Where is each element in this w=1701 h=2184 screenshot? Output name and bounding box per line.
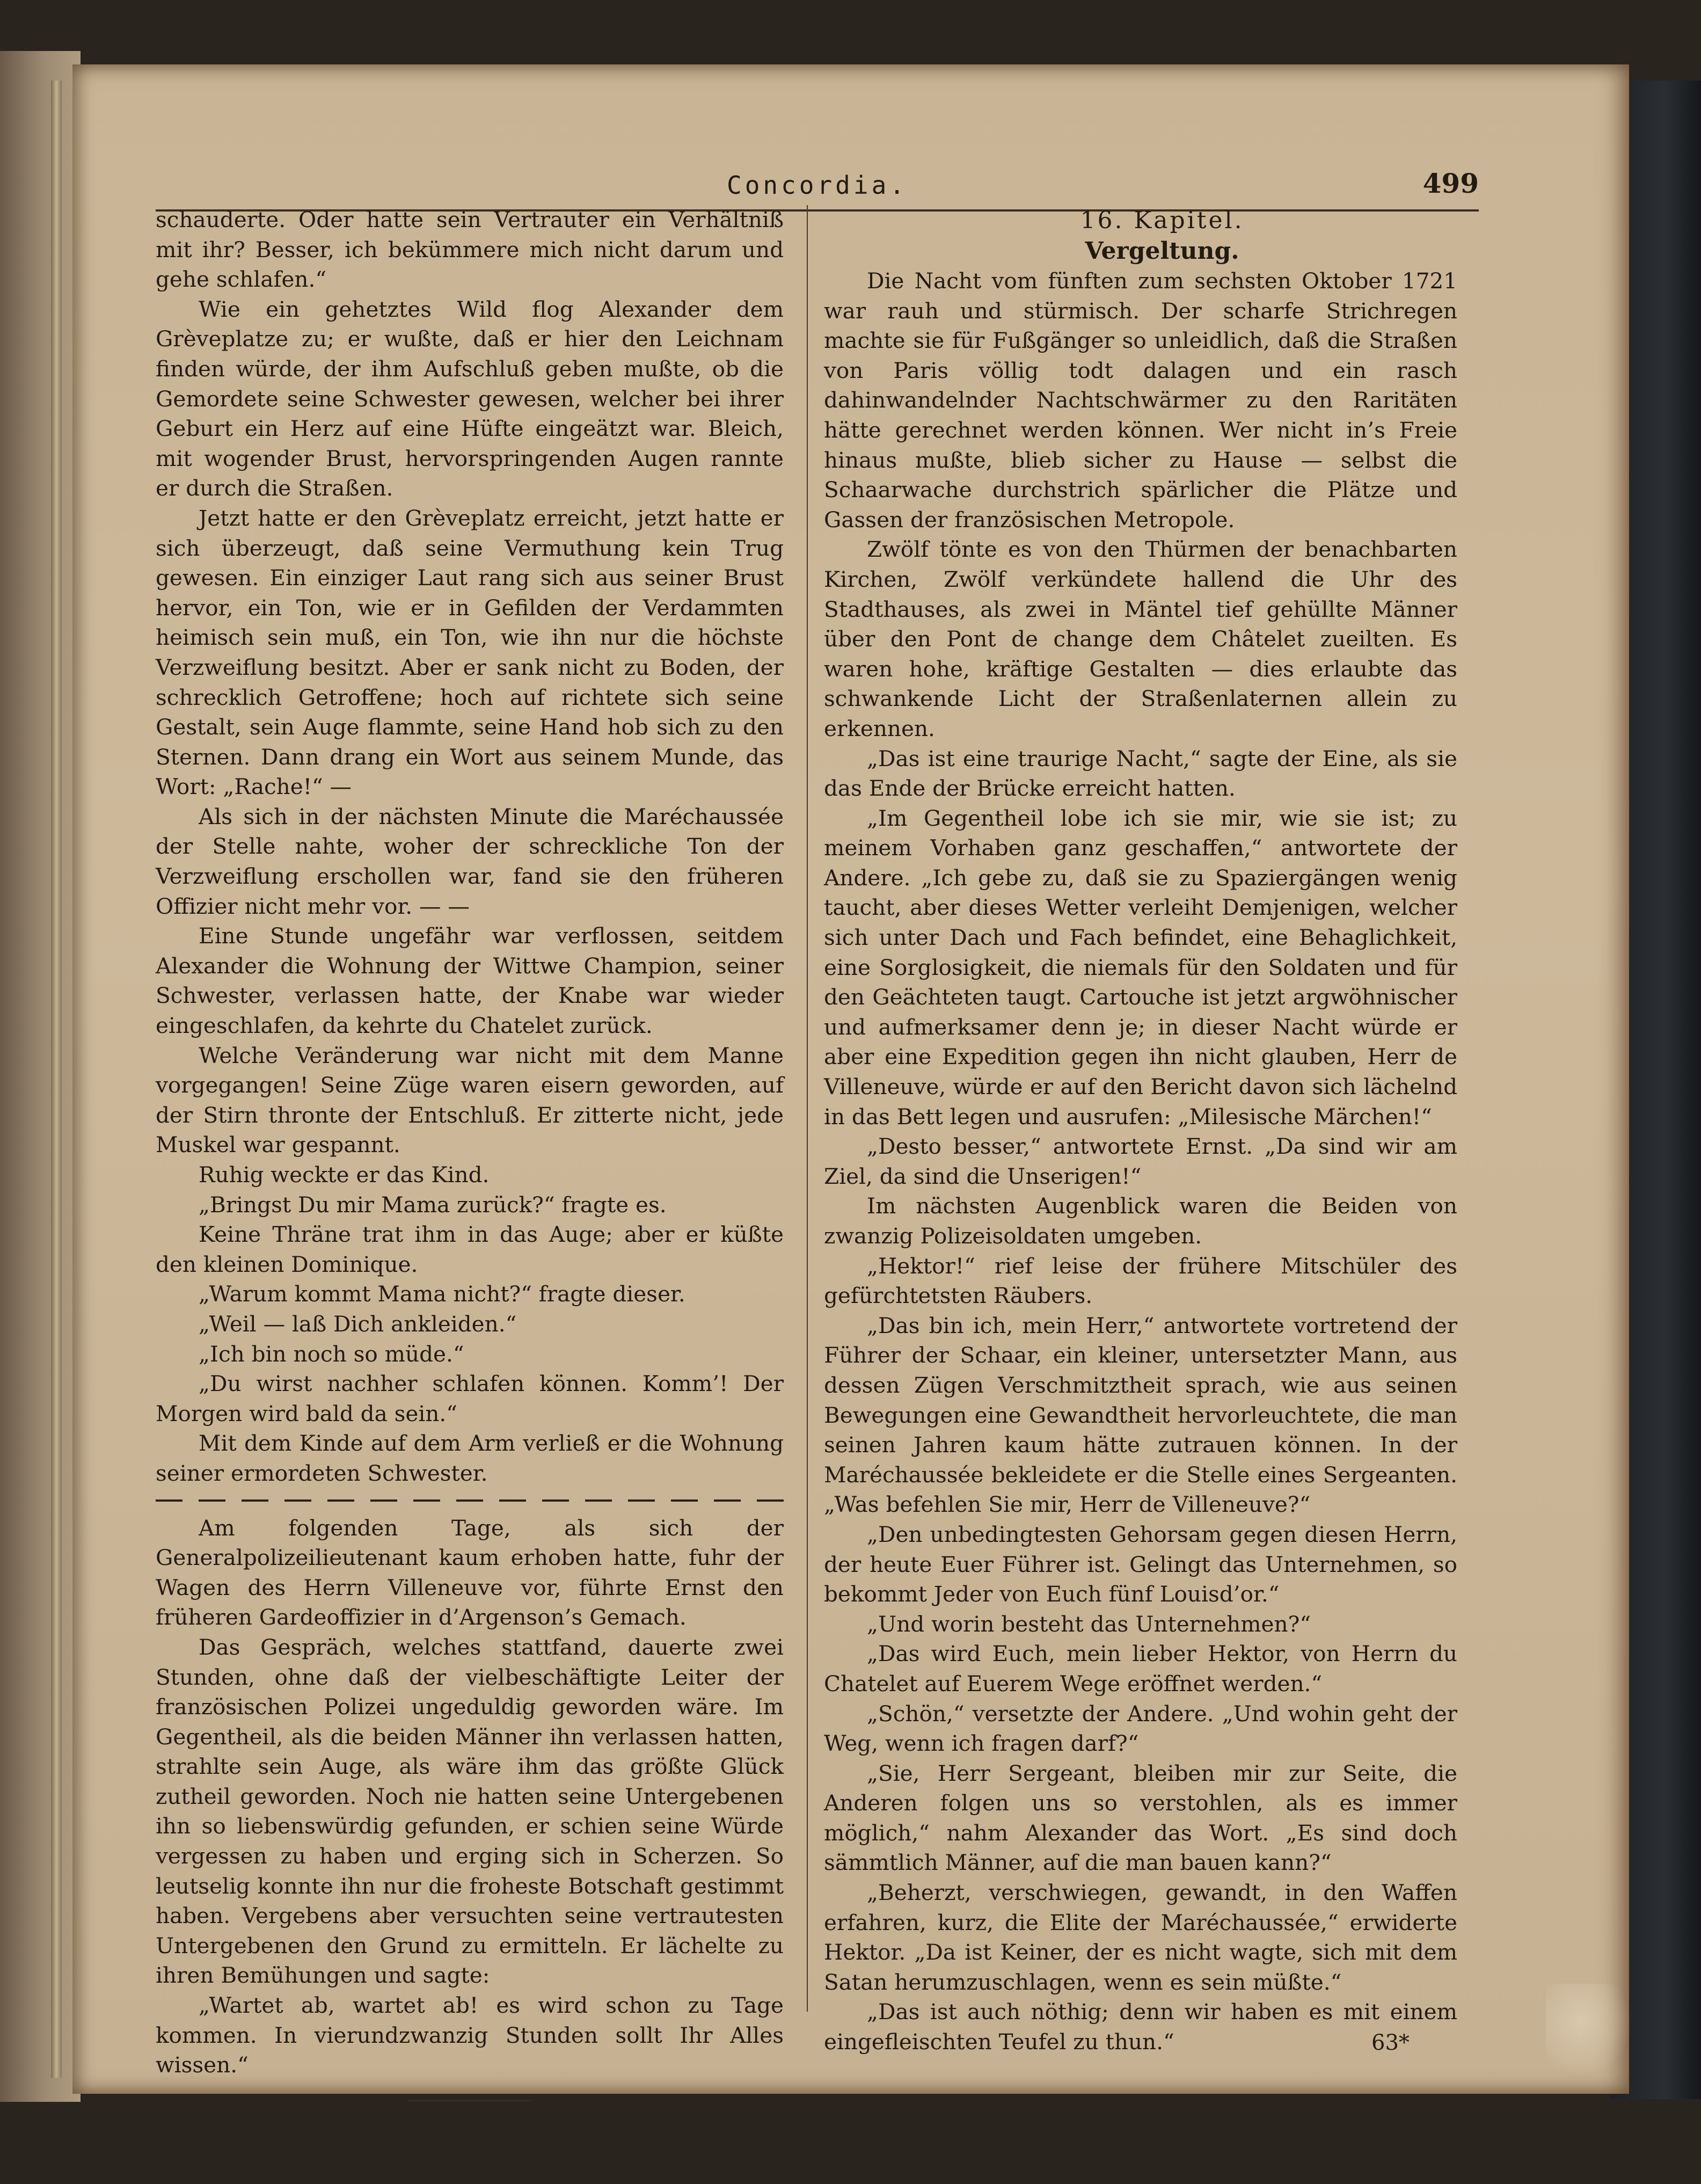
paragraph: „Das ist eine traurige Nacht,“ sagte der Eine, als sie das Ende der Brücke erreicht hatten. <box>824 745 1457 802</box>
paragraph: „Sie, Herr Sergeant, bleiben mir zur Seite, die Anderen folgen uns so verstohlen, als es immer möglich,“ nahm Alexander das Wort. „Es sind doch sämmtlich Männer, auf die man bauen kann?“ <box>824 1760 1457 1876</box>
paragraph: „Das bin ich, mein Herr,“ antwortete vortretend der Führer der Schaar, ein kleiner, untersetzter Mann, aus dessen Zügen Verschmitztheit sprach, wie aus seinen Bewegungen eine Gewandtheit hervorleuchtete, die man seinen Jahren kaum hätte zutrauen können. In der Maréchaussée bekleidete er die Stelle eines Sergeanten. „Was befehlen Sie mir, Herr de Villeneuve?“ <box>824 1312 1457 1518</box>
paragraph: „Das ist auch nöthig; denn wir haben es mit einem eingefleischten Teufel zu thun.“ <box>824 1999 1457 2055</box>
paragraph: Die Nacht vom fünften zum sechsten Oktober 1721 war rauh und stürmisch. Der scharfe Strichregen machte sie für Fußgänger so unleidlich, daß die Straßen von Paris völlig todt dalagen und ein rasch dahinwandelnder Nachtschwärmer zu den Raritäten hätte gerechnet werden können. Wer nicht in’s Freie hinaus mußte, blieb sicher zu Hause — selbst die Schaarwache durchstrich spärlicher die Plätze und Gassen der französischen Metropole. <box>824 268 1457 533</box>
page-number: 499 <box>1422 168 1479 199</box>
left-page-fold <box>51 81 62 2078</box>
paragraph: „Du wirst nachher schlafen können. Komm’! Der Morgen wird bald da sein.“ <box>156 1371 784 1426</box>
paragraph: „Warum kommt Mama nicht?“ fragte dieser. <box>199 1281 685 1307</box>
paragraph: „Schön,“ versetzte der Andere. „Und wohin geht der Weg, wenn ich fragen darf?“ <box>824 1700 1457 1757</box>
paragraph: schauderte. Oder hatte sein Vertrauter ein Verhältniß mit ihr? Besser, ich bekümmere mich nicht darum und gehe schlafen.“ <box>156 207 784 293</box>
paragraph: „Ich bin noch so müde.“ <box>199 1341 464 1367</box>
journal-title: Concordia. <box>727 171 908 200</box>
signature-mark: 63* <box>1371 2030 1410 2055</box>
paragraph: Das Gespräch, welches stattfand, dauerte zwei Stunden, ohne daß der vielbeschäftigte Leiter der französischen Polizei ungeduldig geworden wäre. Im Gegentheil, als die beiden Männer ihn verlassen hatten, strahlte sein Auge, als wäre ihm das größte Glück zutheil geworden. Noch nie hatten seine Untergebenen ihn so liebenswürdig gefunden, er schien seine Würde vergessen zu haben und erging sich in Scherzen. So leutselig konnte ihn nur die froheste Botschaft gestimmt haben. Vergebens aber versuchten seine vertrautesten Untergebenen den Grund zu ermitteln. Er lächelte zu ihren Bemühungen und sagte: <box>156 1634 784 1989</box>
paragraph: Mit dem Kinde auf dem Arm verließ er die Wohnung seiner ermordeten Schwester. <box>156 1430 784 1486</box>
paragraph: Im nächsten Augenblick waren die Beiden von zwanzig Polizeisoldaten umgeben. <box>824 1193 1457 1249</box>
paragraph: „Hektor!“ rief leise der frühere Mitschüler des gefürchtetsten Räubers. <box>824 1253 1457 1309</box>
paragraph: „Und worin besteht das Unternehmen?“ <box>867 1611 1311 1637</box>
paragraph: „Wartet ab, wartet ab! es wird schon zu Tage kommen. In vierundzwanzig Stunden sollt Ihr Alles wissen.“ <box>156 1992 784 2078</box>
column-divider <box>807 205 808 2012</box>
paragraph: „Das wird Euch, mein lieber Hektor, von Herrn du Chatelet auf Euerem Wege eröffnet werden.“ <box>824 1641 1457 1697</box>
paragraph: Wie ein gehetztes Wild flog Alexander dem Grèveplatze zu; er wußte, daß er hier den Leichnam finden würde, der ihm Aufschluß geben mußte, ob die Gemordete seine Schwester gewesen, welcher bei ihrer Geburt ein Herz auf eine Hüfte eingeätzt war. Bleich, mit wogender Brust, hervorspringenden Augen rannte er durch die Straßen. <box>156 296 784 501</box>
left-page-edge <box>0 51 81 2102</box>
paper-stain <box>1546 1984 1632 2078</box>
paragraph: Als sich in der nächsten Minute die Maréchaussée der Stelle nahte, woher der schreckliche Ton der Verzweiflung erschollen war, fand sie den früheren Offizier nicht mehr vor. — — <box>156 803 784 919</box>
paragraph: Jetzt hatte er den Grèveplatz erreicht, jetzt hatte er sich überzeugt, daß seine Vermuthung kein Trug gewesen. Ein einziger Laut rang sich aus seiner Brust hervor, ein Ton, wie er in Gefilden der Verdammten heimisch sein muß, ein Ton, wie ihn nur die höchste Verzweiflung besitzt. Aber er sank nicht zu Boden, der schrecklich Getroffene; hoch auf richtete sich seine Gestalt, sein Auge flammte, seine Hand hob sich zu den Sternen. Dann drang ein Wort aus seinem Munde, das Wort: „Rache!“ — <box>156 505 784 800</box>
paragraph: „Bringst Du mir Mama zurück?“ fragte es. <box>199 1191 667 1218</box>
paragraph: „Den unbedingtesten Gehorsam gegen diesen Herrn, der heute Euer Führer ist. Gelingt das Unternehmen, so bekommt Jeder von Euch fünf Louisd’or.“ <box>824 1521 1457 1607</box>
paragraph: „Desto besser,“ antwortete Ernst. „Da sind wir am Ziel, da sind die Unserigen!“ <box>824 1133 1457 1189</box>
chapter-number: 16. Kapitel. <box>1080 207 1244 234</box>
chapter-end-rule <box>408 2100 531 2101</box>
section-break-dashes <box>156 1495 784 1506</box>
left-column <box>156 205 784 2101</box>
paragraph: Zwölf tönte es von den Thürmen der benachbarten Kirchen, Zwölf verkündete hallend die Uhr des Stadthauses, als zwei in Mäntel tief gehüllte Männer über den Pont de change dem Châtelet zueilten. Es waren hohe, kräftige Gestalten — dies erlaubte das schwankende Licht der Straßenlaternen allein zu erkennen. <box>824 536 1457 741</box>
paragraph: „Im Gegentheil lobe ich sie mir, wie sie ist; zu meinem Vorhaben ganz geschaffen,“ antwortete der Andere. „Ich gebe zu, daß sie zu Spaziergängen wenig taucht, aber dieses Wetter verleiht Demjenigen, welcher sich unter Dach und Fach befindet, eine Behaglichkeit, eine Sorglosigkeit, die niemals für den Soldaten und für den Geächteten taugt. Cartouche ist jetzt argwöhnischer und aufmerksamer denn je; in dieser Nacht würde er aber eine Expedition gegen ihn nicht glauben, Herr de Villeneuve, würde er auf den Bericht davon sich lächelnd in das Bett legen und ausrufen: „Milesische Märchen!“ <box>824 805 1457 1130</box>
chapter-title: Vergeltung. <box>1085 237 1239 265</box>
paragraph: „Weil — laß Dich ankleiden.“ <box>199 1311 517 1337</box>
paragraph: Welche Veränderung war nicht mit dem Manne vorgegangen! Seine Züge waren eisern geworden, auf der Stirn thronte der Entschluß. Er zitterte nicht, jede Muskel war gespannt. <box>156 1042 784 1158</box>
paragraph: Ruhig weckte er das Kind. <box>199 1162 490 1188</box>
paragraph: Eine Stunde ungefähr war verflossen, seitdem Alexander die Wohnung der Wittwe Champion, seiner Schwester, verlassen hatte, der Knabe war wieder eingeschlafen, da kehrte du Chatelet zurück. <box>156 923 784 1039</box>
book-page <box>72 64 1629 2094</box>
paragraph: „Beherzt, verschwiegen, gewandt, in den Waffen erfahren, kurz, die Elite der Maréchaussée,“ erwiderte Hektor. „Da ist Keiner, der es nicht wagte, sich mit dem Satan herumzuschlagen, wenn es sein müßte.“ <box>824 1880 1457 1995</box>
paragraph: Am folgenden Tage, als sich der Generalpolizeilieutenant kaum erhoben hatte, fuhr der Wagen des Herrn Villeneuve vor, führte Ernst den früheren Gardeoffizier in d’Argenson’s Gemach. <box>156 1515 784 1630</box>
paragraph: Keine Thräne trat ihm in das Auge; aber er küßte den kleinen Dominique. <box>156 1221 784 1277</box>
right-column <box>824 205 1457 2057</box>
